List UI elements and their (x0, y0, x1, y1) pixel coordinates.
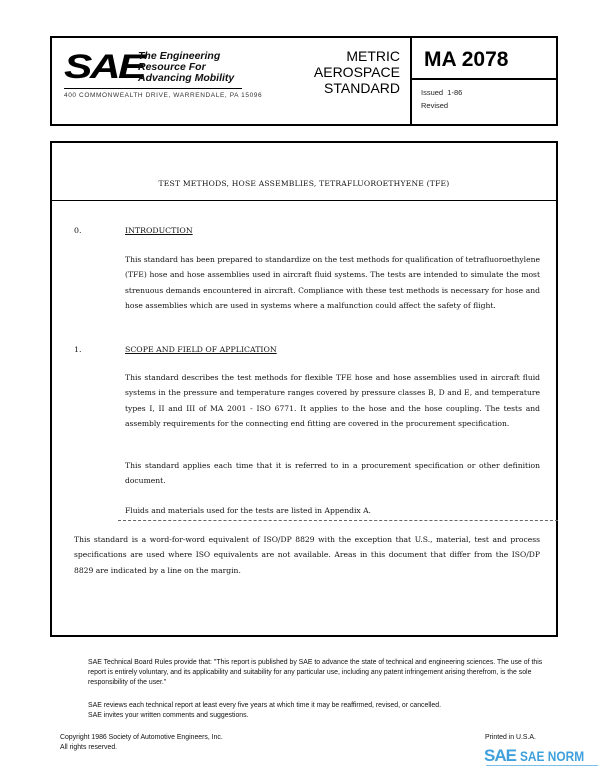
standard-type-line-1: METRIC (346, 48, 400, 64)
tagline-line-1: The Engineering (138, 50, 221, 62)
header-divider-horizontal (410, 78, 558, 80)
paragraph-scope-1: This standard describes the test methods for flexible TFE hose and hose assemblies used in aircraft fluid systems in the pressure and temperature ranges covered by pressure classes B, D and E, and temperature types I, II and III of MA 2001 - ISO 6771. It applies to the hose and the hose coupling. The tests and assembly requirements for the connecting end fitting are covered in the procurement specification. (125, 373, 540, 428)
copyright-text: Copyright 1986 Society of Automotive Engineers, Inc. (60, 734, 223, 741)
tagline-line-2: Resource For (138, 61, 206, 73)
copyright-block (60, 733, 223, 753)
sae-tagline (138, 51, 234, 84)
watermark-underline (486, 765, 598, 766)
paragraph-scope-2: This standard applies each time that it is referred to in a procurement specification or other definition document. (125, 461, 540, 486)
printed-text: Printed in U.S.A. (485, 734, 536, 741)
address: 400 COMMONWEALTH DRIVE, WARRENDALE, PA 15096 (64, 92, 263, 99)
sae-logo (64, 50, 144, 84)
rights-text: All rights reserved. (60, 744, 118, 751)
section-heading-introduction: INTRODUCTION (125, 226, 193, 235)
paragraph-introduction: This standard has been prepared to standardize on the test methods for qualification of tetrafluoroethylene (TFE) hose and hose assemblies used in aircraft fluid systems. The tests are intended to simulate the most strenuous demands encountered in aircraft. Compliance with these test methods is necessary for hose and hose assemblies which are used in systems where a malfunction could affect the safety of flight. (125, 255, 540, 310)
review-line-1: SAE reviews each technical report at least every five years at which time it may be reaffirmed, revised, or cancelled. (88, 702, 441, 709)
paragraph-scope-3: Fluids and materials used for the tests are listed in Appendix A. (125, 506, 371, 515)
logo-separator (64, 88, 242, 89)
standard-type-line-3: STANDARD (324, 80, 400, 96)
issued-value: 1-86 (447, 88, 463, 97)
section-number: 1. (74, 345, 82, 354)
sae-logo-text: SAE (64, 48, 144, 86)
sae-norm-watermark-logo: SAE (484, 746, 516, 765)
title-separator (50, 200, 558, 201)
document-title: TEST METHODS, HOSE ASSEMBLIES, TETRAFLUOROETHYENE (TFE) (158, 179, 450, 188)
sae-norm-watermark-text: SAE NORM (520, 748, 585, 764)
board-rules-text: SAE Technical Board Rules provide that: "This report is published by SAE to advance the state of technical and engineering sciences. The use of this report is entirely voluntary, and its applicability and suitability for any particular use, including any patent infringement arising therefrom, is the sole responsibility of the user." (88, 659, 543, 686)
standard-type (290, 48, 400, 96)
issue-info (421, 86, 462, 112)
issued-label: Issued (421, 88, 444, 97)
section-heading-scope: SCOPE AND FIELD OF APPLICATION (125, 345, 277, 354)
tagline-line-3: Advancing Mobility (138, 72, 235, 84)
section-number: 0. (74, 226, 82, 235)
review-text (88, 701, 568, 721)
header-divider-vertical (410, 36, 412, 126)
revised-label: Revised (421, 101, 449, 110)
dashed-separator (118, 520, 558, 521)
equivalence-note: This standard is a word-for-word equivalent of ISO/DP 8829 with the exception that U.S., material, test and process specifications are used where ISO equivalents are not available. Areas in this document that differ from the ISO/DP 8829 are indicated by a line on the margin. (74, 535, 540, 575)
review-line-2: SAE invites your written comments and suggestions. (88, 712, 249, 719)
standard-type-line-2: AEROSPACE (313, 64, 400, 80)
document-number: MA 2078 (424, 48, 509, 71)
